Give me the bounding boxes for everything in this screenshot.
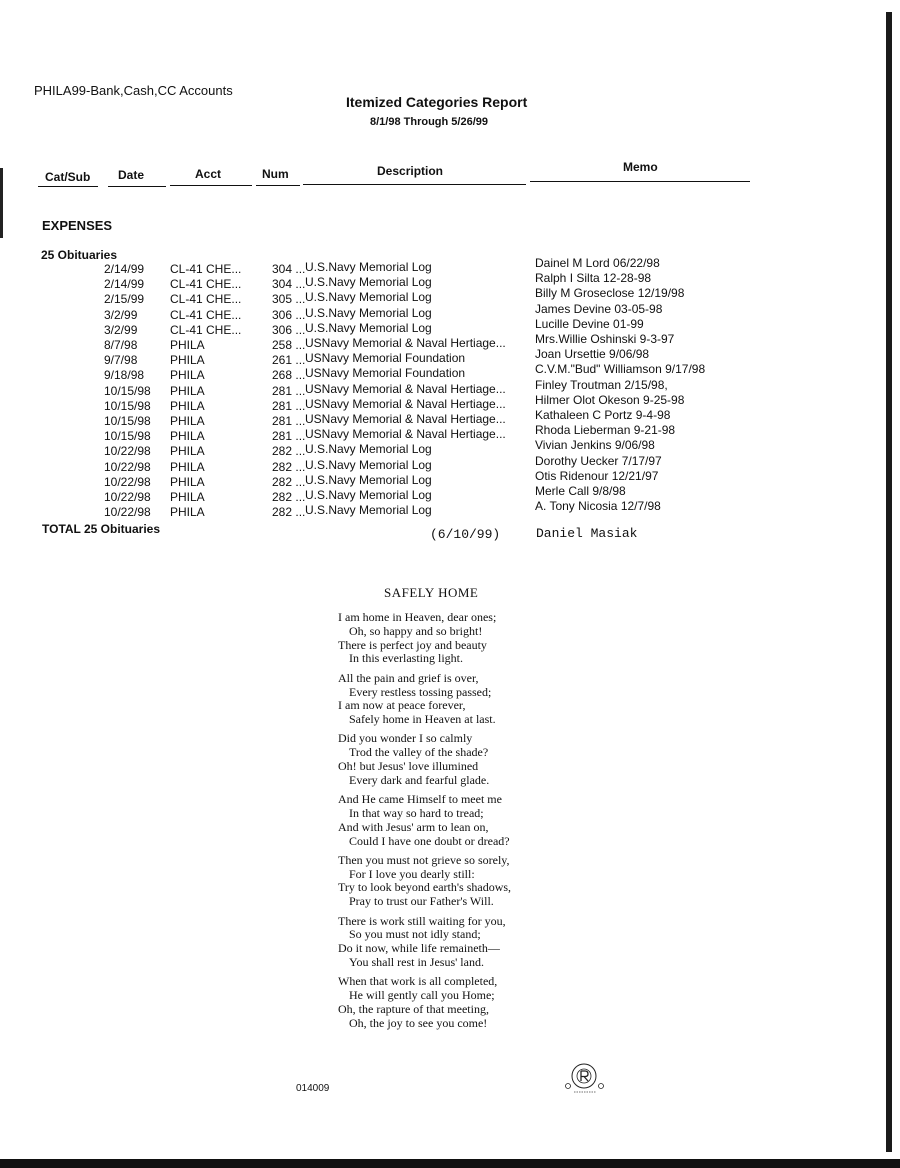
row-date: 10/15/98 <box>104 398 151 413</box>
category-total-label: TOTAL 25 Obituaries <box>42 522 161 536</box>
row-description: USNavy Memorial & Naval Hertiage... <box>305 427 506 442</box>
row-date: 2/14/99 <box>104 262 145 276</box>
column-header-cat-sub: Cat/Sub <box>45 170 91 184</box>
header-underline <box>170 185 252 186</box>
row-description: U.S.Navy Memorial Log <box>305 260 432 274</box>
row-check-number: 282 ... <box>272 505 306 520</box>
poem-line: Could I have one doubt or dread? <box>349 833 510 848</box>
row-check-number: 282 ... <box>272 474 306 489</box>
header-underline <box>303 184 526 185</box>
poem-line: You shall rest in Jesus' land. <box>349 954 484 969</box>
poem-line: I am home in Heaven, dear ones; <box>338 610 497 624</box>
row-account: PHILA <box>170 368 205 383</box>
poem-line: There is work still waiting for you, <box>338 913 506 928</box>
row-check-number: 306 ... <box>272 307 306 322</box>
column-header-acct: Acct <box>195 167 222 181</box>
poem-line: Pray to trust our Father's Will. <box>349 894 494 909</box>
row-account: CL-41 CHE... <box>170 322 242 337</box>
row-memo: Merle Call 9/8/98 <box>535 484 626 498</box>
poem-line: Then you must not grieve so sorely, <box>338 852 510 867</box>
row-description: USNavy Memorial & Naval Hertiage... <box>305 336 506 350</box>
row-date: 2/15/99 <box>104 292 145 307</box>
row-date: 3/2/99 <box>104 322 138 337</box>
row-date: 3/2/99 <box>104 307 138 322</box>
row-date: 10/22/98 <box>104 490 151 504</box>
row-memo: Hilmer Olot Okeson 9-25-98 <box>535 392 685 407</box>
row-description: U.S.Navy Memorial Log <box>305 503 432 518</box>
report-title: Itemized Categories Report <box>346 94 528 110</box>
row-account: PHILA <box>170 474 205 489</box>
row-account: PHILA <box>170 490 205 504</box>
row-account: CL-41 CHE... <box>170 307 242 322</box>
row-description: U.S.Navy Memorial Log <box>305 305 432 320</box>
row-date: 10/22/98 <box>104 505 151 520</box>
row-description: U.S.Navy Memorial Log <box>305 472 432 487</box>
row-check-number: 281 ... <box>272 398 306 413</box>
row-memo: Mrs.Willie Oshinski 9-3-97 <box>535 332 675 346</box>
column-header-description: Description <box>377 164 444 178</box>
report-date-range: 8/1/98 Through 5/26/99 <box>370 116 488 128</box>
row-date: 10/22/98 <box>104 459 151 474</box>
poem-line: And with Jesus' arm to lean on, <box>338 819 489 834</box>
row-date: 10/15/98 <box>104 383 151 398</box>
row-description: USNavy Memorial Foundation <box>305 351 466 366</box>
poem-line: All the pain and grief is over, <box>338 670 479 685</box>
row-account: PHILA <box>170 505 205 520</box>
row-account: CL-41 CHE... <box>170 277 242 292</box>
header-underline <box>108 186 166 187</box>
poem-line: Every dark and fearful glade. <box>349 772 490 787</box>
row-account: CL-41 CHE... <box>170 262 242 276</box>
row-memo: Finley Troutman 2/15/98, <box>535 377 668 392</box>
row-account: PHILA <box>170 353 205 368</box>
row-account: PHILA <box>170 398 205 413</box>
row-description: USNavy Memorial & Naval Hertiage... <box>305 381 506 396</box>
row-check-number: 304 ... <box>272 277 306 292</box>
row-date: 10/22/98 <box>104 444 151 459</box>
row-check-number: 305 ... <box>272 292 306 307</box>
row-account: PHILA <box>170 459 205 474</box>
poem-line: I am now at peace forever, <box>338 698 466 713</box>
row-check-number: 258 ... <box>272 338 306 352</box>
row-account: PHILA <box>170 338 205 352</box>
row-description: U.S.Navy Memorial Log <box>305 442 432 457</box>
category-heading: 25 Obituaries <box>41 248 118 262</box>
column-header-num: Num <box>262 167 289 181</box>
row-date: 8/7/98 <box>104 338 138 352</box>
row-memo: Dainel M Lord 06/22/98 <box>535 256 660 270</box>
row-description: U.S.Navy Memorial Log <box>305 320 432 335</box>
poem-line: He will gently call you Home; <box>349 988 495 1002</box>
poem-line: Safely home in Heaven at last. <box>349 712 496 727</box>
row-memo: C.V.M."Bud" Williamson 9/17/98 <box>535 362 706 377</box>
row-check-number: 282 ... <box>272 444 306 459</box>
header-underline <box>38 186 98 187</box>
row-memo: Ralph I Silta 12-28-98 <box>535 271 652 286</box>
poem-line: When that work is all completed, <box>338 974 498 989</box>
row-description: U.S.Navy Memorial Log <box>305 457 432 472</box>
company-file-name: PHILA99-Bank,Cash,CC Accounts <box>34 83 233 98</box>
row-check-number: 282 ... <box>272 490 306 504</box>
row-memo: Rhoda Lieberman 9-21-98 <box>535 423 676 438</box>
scan-edge-right <box>886 12 892 1152</box>
row-check-number: 282 ... <box>272 459 306 474</box>
row-memo: Vivian Jenkins 9/06/98 <box>535 438 655 453</box>
scan-edge-bottom <box>0 1159 900 1168</box>
column-header-date: Date <box>118 168 145 182</box>
poem-line: Did you wonder I so calmly <box>338 731 473 746</box>
row-account: PHILA <box>170 444 205 459</box>
poem-line: Oh, the joy to see you come! <box>349 1015 488 1030</box>
row-memo: Kathaleen C Portz 9-4-98 <box>535 408 671 422</box>
poem-line: Do it now, while life remaineth— <box>338 941 500 956</box>
poem-line: Every restless tossing passed; <box>349 684 492 699</box>
poem-line: Trod the valley of the shade? <box>349 745 489 760</box>
row-description: USNavy Memorial & Naval Hertiage... <box>305 396 506 411</box>
publisher-seal-icon <box>562 1060 612 1101</box>
poem-line: Try to look beyond earth's shadows, <box>338 880 512 895</box>
typed-date-stamp: (6/10/99) <box>430 527 501 542</box>
poem-line: Oh, so happy and so bright! <box>349 623 483 638</box>
row-account: CL-41 CHE... <box>170 292 242 307</box>
scan-edge-left <box>0 168 3 238</box>
row-check-number: 281 ... <box>272 414 306 428</box>
row-memo: Lucille Devine 01-99 <box>535 316 644 331</box>
row-date: 2/14/99 <box>104 277 145 292</box>
row-description: USNavy Memorial & Naval Hertiage... <box>305 412 506 426</box>
row-memo: A. Tony Nicosia 12/7/98 <box>535 499 661 514</box>
row-check-number: 268 ... <box>272 368 306 383</box>
row-description: USNavy Memorial Foundation <box>305 366 466 381</box>
row-check-number: 306 ... <box>272 322 306 337</box>
poem-title: SAFELY HOME <box>384 585 479 600</box>
poem-line: Oh! but Jesus' love illumined <box>338 759 479 773</box>
row-memo: James Devine 03-05-98 <box>535 301 663 316</box>
row-date: 9/7/98 <box>104 353 138 368</box>
row-check-number: 281 ... <box>272 383 306 398</box>
poem-line: For I love you dearly still: <box>349 866 475 881</box>
row-account: PHILA <box>170 429 205 444</box>
row-account: PHILA <box>170 383 205 398</box>
poem-line: And He came Himself to meet me <box>338 792 502 807</box>
row-description: U.S.Navy Memorial Log <box>305 290 432 305</box>
typed-name-stamp: Daniel Masiak <box>536 526 638 541</box>
poem-line: Oh, the rapture of that meeting, <box>338 1001 489 1016</box>
row-description: U.S.Navy Memorial Log <box>305 488 432 502</box>
row-check-number: 304 ... <box>272 262 306 276</box>
row-date: 10/15/98 <box>104 429 151 444</box>
row-memo: Dorothy Uecker 7/17/97 <box>535 453 662 468</box>
poem-line: So you must not idly stand; <box>349 927 481 942</box>
header-underline <box>256 185 300 186</box>
row-date: 10/22/98 <box>104 474 151 489</box>
column-header-memo: Memo <box>623 160 658 174</box>
row-description: U.S.Navy Memorial Log <box>305 275 432 290</box>
row-date: 9/18/98 <box>104 368 145 383</box>
section-heading-expenses: EXPENSES <box>42 218 113 233</box>
row-account: PHILA <box>170 414 205 428</box>
row-memo: Billy M Groseclose 12/19/98 <box>535 286 685 301</box>
row-memo: Joan Ursettie 9/06/98 <box>535 347 650 362</box>
poem-line: In that way so hard to tread; <box>349 805 484 820</box>
header-underline <box>530 181 750 182</box>
row-date: 10/15/98 <box>104 414 151 428</box>
product-number: 014009 <box>296 1083 330 1094</box>
row-memo: Otis Ridenour 12/21/97 <box>535 468 659 483</box>
poem-line: There is perfect joy and beauty <box>338 637 487 652</box>
poem-line: In this everlasting light. <box>349 651 463 666</box>
row-check-number: 261 ... <box>272 353 306 368</box>
row-check-number: 281 ... <box>272 429 306 444</box>
